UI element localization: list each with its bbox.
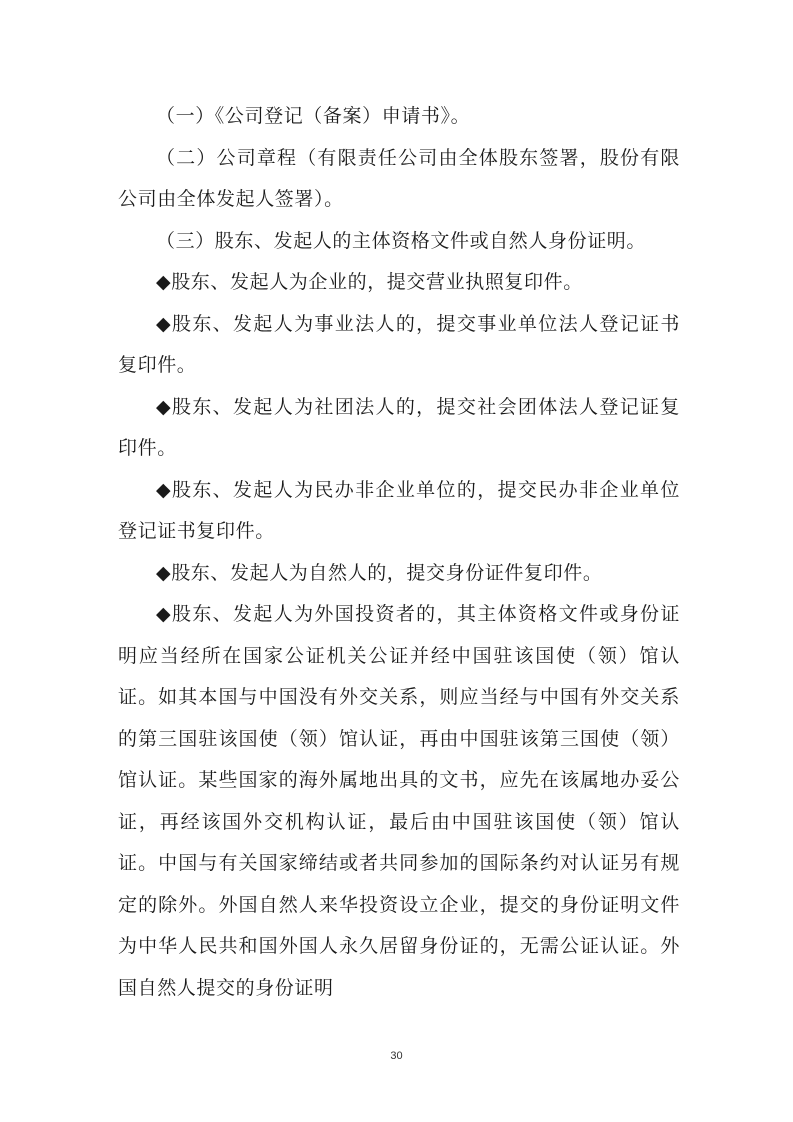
- document-body: [118, 96, 680, 1009]
- bullet-foreign-investor: ◆股东、发起人为外国投资者的，其主体资格文件或身份证明应当经所在国家公证机关公证并经中国驻该国使（领）馆认证。如其本国与中国没有外交关系，则应当经与中国有外交关系的第三国驻该国使（领）馆认证，再由中国驻该第三国使（领）馆认证。某些国家的海外属地出具的文书，应先在该属地办妥公证，再经该国外交机构认证，最后由中国驻该国使（领）馆认证。中国与有关国家缔结或者共同参加的国际条约对认证另有规定的除外。外国自然人来华投资设立企业，提交的身份证明文件为中华人民共和国外国人永久居留身份证的，无需公证认证。外国自然人提交的身份证明: [118, 603, 680, 999]
- paragraph-application-form: （一）《公司登记（备案）申请书》。: [156, 105, 471, 127]
- paragraph-articles-of-association: （二）公司章程（有限责任公司由全体股东签署，股份有限公司由全体发起人签署）。: [118, 146, 680, 210]
- bullet-institution-legal-person: ◆股东、发起人为事业法人的，提交事业单位法人登记证书复印件。: [118, 312, 680, 376]
- page-number: 30: [390, 1050, 403, 1062]
- paragraph-qualification-documents: （三）股东、发起人的主体资格文件或自然人身份证明。: [156, 229, 647, 252]
- bullet-private-non-enterprise: ◆股东、发起人为民办非企业单位的，提交民办非企业单位登记证书复印件。: [118, 478, 680, 542]
- bullet-social-organization: ◆股东、发起人为社团法人的，提交社会团体法人登记证复印件。: [118, 395, 680, 459]
- bullet-natural-person: ◆股东、发起人为自然人的，提交身份证件复印件。: [156, 561, 603, 584]
- bullet-enterprise: ◆股东、发起人为企业的，提交营业执照复印件。: [156, 271, 583, 293]
